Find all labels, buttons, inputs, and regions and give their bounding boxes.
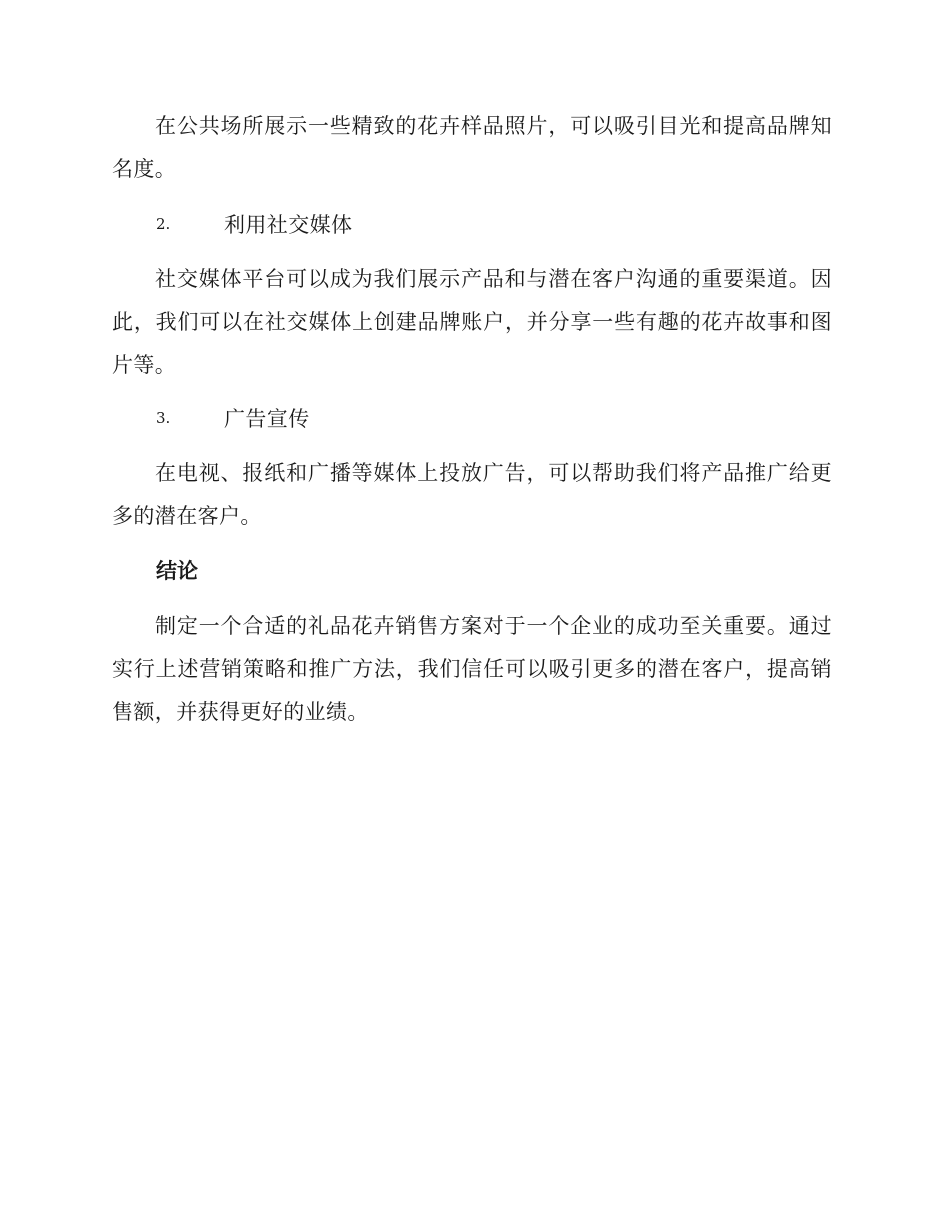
list-label: 广告宣传 — [224, 407, 310, 431]
list-number: 3. — [156, 409, 171, 427]
paragraph-social-media: 社交媒体平台可以成为我们展示产品和与潜在客户沟通的重要渠道。因此，我们可以在社交媒体上创建品牌账户，并分享一些有趣的花卉故事和图片等。 — [112, 267, 832, 377]
list-number: 2. — [156, 215, 171, 233]
paragraph-advertising: 在电视、报纸和广播等媒体上投放广告，可以帮助我们将产品推广给更多的潜在客户。 — [112, 461, 832, 528]
paragraph-public-display: 在公共场所展示一些精致的花卉样品照片，可以吸引目光和提高品牌知名度。 — [112, 114, 832, 181]
list-item-social-media — [156, 209, 352, 239]
section-heading-conclusion: 结论 — [156, 559, 198, 583]
list-label: 利用社交媒体 — [224, 213, 353, 237]
paragraph-conclusion: 制定一个合适的礼品花卉销售方案对于一个企业的成功至关重要。通过实行上述营销策略和推广方法，我们信任可以吸引更多的潜在客户，提高销售额，并获得更好的业绩。 — [112, 614, 832, 724]
list-item-advertising — [156, 403, 310, 433]
